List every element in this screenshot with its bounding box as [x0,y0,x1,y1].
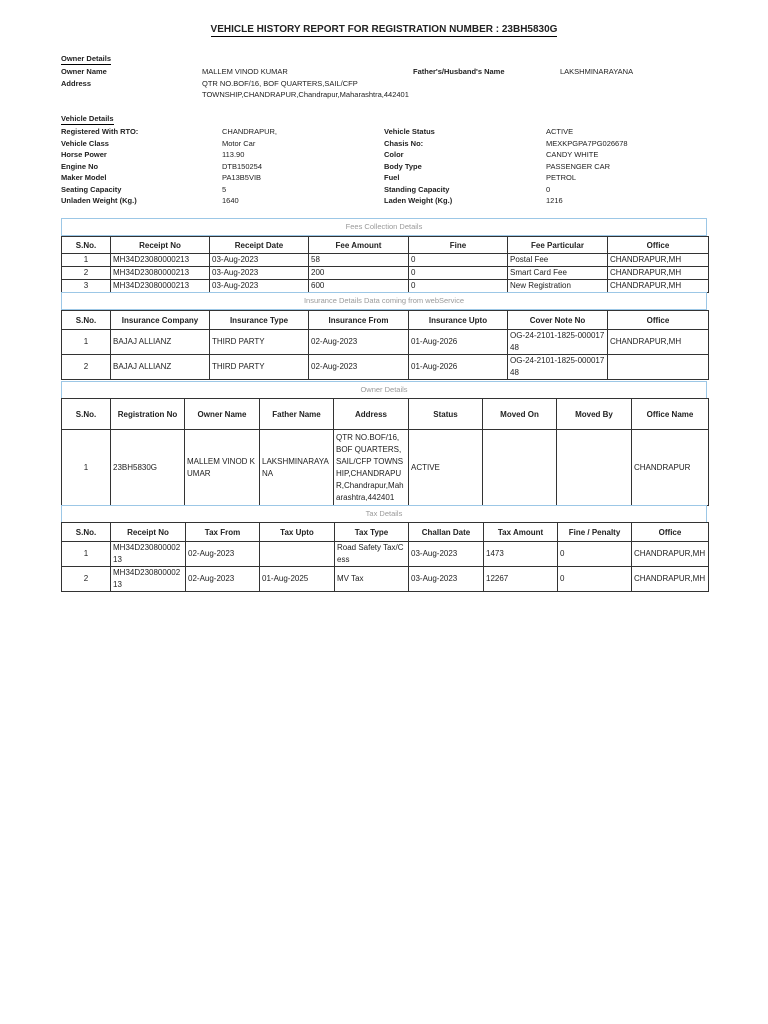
owners-header-cell: Status [409,399,483,430]
tax-cell: CHANDRAPUR,MH [632,567,709,592]
tax-cell: MV Tax [335,567,409,592]
fees-table [61,236,709,293]
fees-header-cell: Office [608,237,709,254]
fees-cell: 03-Aug-2023 [210,280,309,293]
tax-header-cell: S.No. [62,523,111,542]
insurance-header-cell: Insurance Type [210,311,309,330]
fees-cell: 03-Aug-2023 [210,267,309,280]
fees-cell: MH34D23080000213 [111,254,210,267]
insurance-cell: OG-24-2101-1825-00001748 [508,330,608,355]
insurance-cell: THIRD PARTY [210,355,309,380]
vehicle-right-value: PASSENGER CAR [546,161,611,171]
insurance-header-cell: Insurance Company [111,311,210,330]
father-name-label: Father's/Husband's Name [413,67,505,76]
fees-cell: 1 [62,254,111,267]
fees-cell: 3 [62,280,111,293]
vehicle-right-label: Body Type [384,161,422,171]
tax-cell: 2 [62,567,111,592]
vehicle-right-label: Fuel [384,173,400,182]
tax-cell: 01-Aug-2025 [260,567,335,592]
father-name-value: LAKSHMINARAYANA [560,67,634,76]
tax-header-cell: Tax Upto [260,523,335,542]
vehicle-left-labels [61,126,138,207]
tax-header-cell: Office [632,523,709,542]
insurance-cell: CHANDRAPUR,MH [608,330,709,355]
owners-header-cell: Owner Name [185,399,260,430]
insurance-cell: 2 [62,355,111,380]
owner-history-band: Owner Details [61,381,707,399]
owners-header-cell: Address [334,399,409,430]
fees-header-cell: Receipt Date [210,237,309,254]
address-line-1: QTR NO.BOF/16, BOF QUARTERS,SAIL/CFP [202,79,358,88]
tax-band: Tax Details [61,505,707,523]
vehicle-left-label: Unladen Weight (Kg.) [61,196,137,205]
tax-cell: 03-Aug-2023 [409,542,484,567]
fees-cell: MH34D23080000213 [111,280,210,293]
insurance-cell: 01-Aug-2026 [409,355,508,380]
tax-cell: 02-Aug-2023 [186,567,260,592]
vehicle-right-value: CANDY WHITE [546,150,599,159]
tax-table-row [62,567,709,592]
owners-cell: 1 [62,430,111,506]
vehicle-details-heading: Vehicle Details [61,114,114,123]
vehicle-left-label: Maker Model [61,173,107,182]
vehicle-left-value: 113.90 [222,150,245,159]
vehicle-left-value: DTB150254 [222,161,263,171]
fees-cell: 0 [409,267,508,280]
insurance-cell: BAJAJ ALLIANZ [111,330,210,355]
fees-header-cell: Fee Amount [309,237,409,254]
owners-header-cell: S.No. [62,399,111,430]
tax-cell: 1 [62,542,111,567]
tax-header-cell: Receipt No [111,523,186,542]
tax-cell: MH34D23080000213 [111,567,186,592]
tax-header-cell: Fine / Penalty [558,523,632,542]
tax-cell [260,542,335,567]
vehicle-left-value: PA13B5VIB [222,173,262,182]
owners-cell: CHANDRAPUR [632,430,709,506]
fees-header-cell: S.No. [62,237,111,254]
tax-cell: 12267 [484,567,558,592]
vehicle-right-label: Chasis No: [384,138,424,148]
fees-cell: MH34D23080000213 [111,267,210,280]
tax-header-cell: Tax Amount [484,523,558,542]
fees-cell: 0 [409,254,508,267]
insurance-cell [608,355,709,380]
owners-cell: MALLEM VINOD KUMAR [185,430,260,506]
address-label: Address [61,79,92,88]
vehicle-left-label: Engine No [61,161,99,171]
insurance-cell: 02-Aug-2023 [309,330,409,355]
insurance-band: Insurance Details Data coming from webService [61,292,707,310]
owners-header-cell: Office Name [632,399,709,430]
fees-table-row [62,267,709,280]
fees-cell: Postal Fee [508,254,608,267]
fees-cell: CHANDRAPUR,MH [608,254,709,267]
owners-header-cell: Father Name [260,399,334,430]
owner-name-value: MALLEM VINOD KUMAR [202,67,288,76]
fees-band: Fees Collection Details [61,218,707,236]
tax-cell: 02-Aug-2023 [186,542,260,567]
fees-table-row [62,280,709,293]
fees-header-cell: Fine [409,237,508,254]
vehicle-left-value: Motor Car [222,138,256,148]
tax-table [61,522,709,592]
fees-table-row [62,254,709,267]
insurance-table-row [62,355,709,380]
fees-cell: Smart Card Fee [508,267,608,280]
fees-cell: 2 [62,267,111,280]
vehicle-right-value: ACTIVE [546,127,574,136]
owners-table-row [62,430,709,506]
vehicle-right-value: PETROL [546,173,577,182]
report-title: VEHICLE HISTORY REPORT FOR REGISTRATION NUMBER : 23BH5830G [210,24,558,35]
fees-cell: 0 [409,280,508,293]
insurance-cell: 1 [62,330,111,355]
tax-header-cell: Tax Type [335,523,409,542]
vehicle-left-label: Horse Power [61,150,107,159]
address-line-2: TOWNSHIP,CHANDRAPUR,Chandrapur,Maharashtra,442401 [202,90,409,99]
tax-cell: Road Safety Tax/Cess [335,542,409,567]
fees-cell: CHANDRAPUR,MH [608,267,709,280]
vehicle-right-value: 0 [546,184,551,194]
vehicle-right-value: 1216 [546,196,563,205]
tax-header-cell: Challan Date [409,523,484,542]
insurance-header-cell: Cover Note No [508,311,608,330]
owners-header-cell: Registration No [111,399,185,430]
vehicle-left-label: Vehicle Class [61,138,109,148]
insurance-cell: 01-Aug-2026 [409,330,508,355]
vehicle-left-values [222,126,277,207]
vehicle-right-label: Color [384,150,404,159]
insurance-cell: OG-24-2101-1825-00001748 [508,355,608,380]
owner-details-heading: Owner Details [61,54,112,63]
vehicle-left-value: 1640 [222,196,239,205]
insurance-header-cell: Insurance Upto [409,311,508,330]
vehicle-right-label: Vehicle Status [384,127,435,136]
owners-cell: LAKSHMINARAYANA [260,430,334,506]
owners-cell: 23BH5830G [111,430,185,506]
owners-header-cell: Moved By [557,399,632,430]
tax-cell: CHANDRAPUR,MH [632,542,709,567]
tax-header-cell: Tax From [186,523,260,542]
tax-cell: 1473 [484,542,558,567]
insurance-cell: 02-Aug-2023 [309,355,409,380]
fees-cell: New Registration [508,280,608,293]
vehicle-left-label: Registered With RTO: [61,127,139,136]
tax-cell: 03-Aug-2023 [409,567,484,592]
fees-cell: 600 [309,280,409,293]
owners-cell [483,430,557,506]
insurance-cell: THIRD PARTY [210,330,309,355]
vehicle-left-value: CHANDRAPUR, [222,127,278,136]
fees-header-cell: Receipt No [111,237,210,254]
owners-cell: ACTIVE [409,430,483,506]
owners-header-cell: Moved On [483,399,557,430]
insurance-header-cell: Office [608,311,709,330]
fees-cell: 03-Aug-2023 [210,254,309,267]
insurance-table [61,310,709,380]
fees-cell: 200 [309,267,409,280]
owner-history-table [61,398,709,506]
vehicle-right-value: MEXKPGPA7PG026678 [546,138,628,148]
tax-cell: 0 [558,567,632,592]
vehicle-left-value: 5 [222,184,227,194]
fees-cell: 58 [309,254,409,267]
tax-cell: 0 [558,542,632,567]
owners-cell: QTR NO.BOF/16, BOF QUARTERS,SAIL/CFP TOWNSHIP,CHANDRAPUR,Chandrapur,Maharashtra,442401 [334,430,409,506]
vehicle-left-label: Seating Capacity [61,184,122,194]
insurance-header-cell: S.No. [62,311,111,330]
tax-table-row [62,542,709,567]
vehicle-right-label: Standing Capacity [384,184,450,194]
fees-header-cell: Fee Particular [508,237,608,254]
insurance-table-row [62,330,709,355]
owner-name-label: Owner Name [61,67,107,76]
owners-cell [557,430,632,506]
vehicle-right-values [546,126,628,207]
insurance-cell: BAJAJ ALLIANZ [111,355,210,380]
vehicle-right-label: Laden Weight (Kg.) [384,196,453,205]
tax-cell: MH34D23080000213 [111,542,186,567]
insurance-header-cell: Insurance From [309,311,409,330]
fees-cell: CHANDRAPUR,MH [608,280,709,293]
vehicle-right-labels [384,126,452,207]
